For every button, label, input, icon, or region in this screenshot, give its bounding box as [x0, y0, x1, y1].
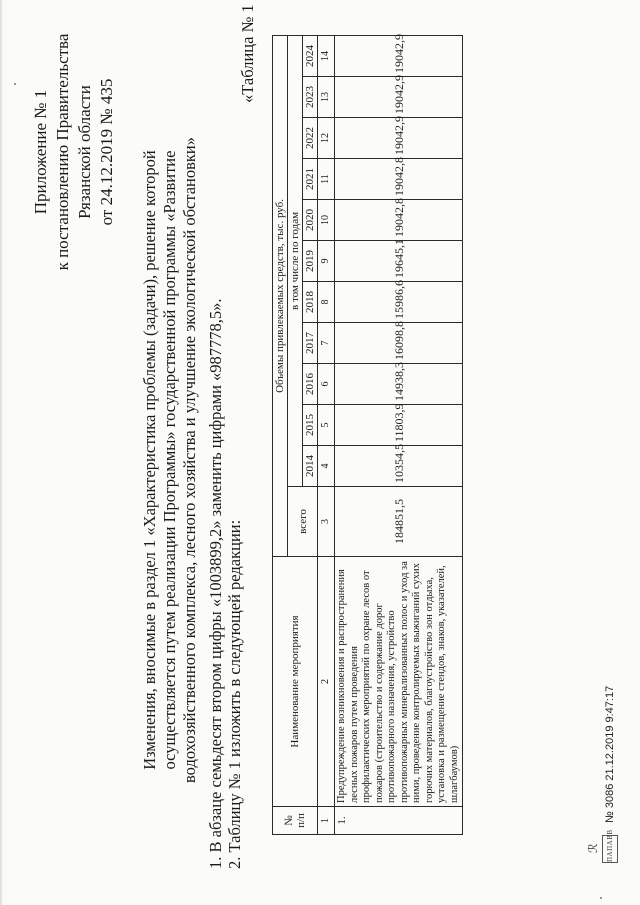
amendment-item: 2. Таблицу № 1 изложить в следующей редакции: — [225, 519, 244, 869]
index-cell: 4 — [318, 446, 335, 487]
year-cell: 2015 — [303, 405, 318, 446]
index-cell: 14 — [318, 35, 335, 76]
value-cell: 15986,6 — [335, 282, 463, 323]
value-cell: 19042,9 — [335, 118, 463, 159]
year-cell: 2016 — [303, 364, 318, 405]
scan-edge — [0, 0, 3, 905]
appendix-block — [30, 27, 118, 277]
scan-speck — [600, 897, 602, 899]
heading-line-prefix: водохозяйственного комплекса, — [180, 557, 199, 783]
amendment-item: 1. В абзаце семьдесят втором цифры «1003899,2» заменить цифрами «987778,5». — [206, 298, 225, 869]
value-cell: 19645,1 — [335, 241, 463, 282]
index-row — [318, 35, 335, 834]
index-cell: 8 — [318, 282, 335, 323]
year-cell: 2022 — [303, 118, 318, 159]
value-cell: 19042,8 — [335, 200, 463, 241]
header-name: Наименование мероприятия — [273, 557, 318, 807]
index-cell: 13 — [318, 77, 335, 118]
appendix-line: от 24.12.2019 № 435 — [97, 78, 116, 226]
index-cell: 11 — [318, 159, 335, 200]
year-cell: 2019 — [303, 241, 318, 282]
table-row — [335, 35, 463, 834]
header-no: № п/п — [273, 807, 318, 835]
index-cell: 5 — [318, 405, 335, 446]
row-description: Предупреждение возникновения и распространения лесных пожаров путем проведения профилактических мероприятий по охране лесов от пожаров (строительство и содержание дорог противопожарного назначения, устройство противопожарных минерализованных полос и уход за ними, проведение контролируемых выжиганий сухих горючих материалов, благоустройство зон отдыха, установка и размещение стендов, знаков, указателей, шлагбаумов) — [335, 557, 463, 807]
header-volumes: Объемы привлекаемых средств, тыс. руб. — [273, 35, 288, 556]
value-cell: 19042,9 — [335, 35, 463, 76]
year-cell: 2020 — [303, 200, 318, 241]
appendix-line: Приложение № 1 — [31, 89, 50, 215]
document-registration: № 3086 21.12.2019 9:47:17 — [604, 685, 616, 823]
handwritten-mark: ℛ — [586, 843, 600, 853]
row-number: 1. — [335, 807, 463, 835]
year-cell: 2023 — [303, 77, 318, 118]
value-cell: 16098,8 — [335, 323, 463, 364]
value-cell: 11803,9 — [335, 405, 463, 446]
year-cell: 2024 — [303, 35, 318, 76]
heading-line — [180, 135, 200, 785]
value-cell: 19042,8 — [335, 159, 463, 200]
header-total: всего — [288, 487, 318, 557]
index-cell: 3 — [318, 487, 335, 557]
index-cell: 10 — [318, 200, 335, 241]
index-cell: 7 — [318, 323, 335, 364]
value-cell: 14938,3 — [335, 364, 463, 405]
registration-stamp: ПАПАВВ — [602, 835, 618, 863]
scan-speck — [14, 83, 16, 85]
budget-table — [272, 35, 463, 835]
heading-line-rest: лесного хозяйства и улучшение экологической обстановки» — [180, 137, 199, 558]
index-cell: 9 — [318, 241, 335, 282]
year-cell: 2018 — [303, 282, 318, 323]
value-cell: 10354,5 — [335, 446, 463, 487]
table-label: «Таблица № 1 — [238, 4, 257, 103]
header-by-years: в том числе по годам — [288, 35, 303, 486]
index-cell: 1 — [318, 807, 335, 835]
header-row — [273, 35, 288, 834]
amendment-items — [206, 189, 244, 869]
index-cell: 12 — [318, 118, 335, 159]
row-total: 184851,5 — [335, 487, 463, 557]
year-cell: 2014 — [303, 446, 318, 487]
year-cell: 2017 — [303, 323, 318, 364]
appendix-line: Рязанской области — [75, 85, 94, 219]
appendix-line: к постановлению Правительства — [53, 33, 72, 271]
year-cell: 2021 — [303, 159, 318, 200]
index-cell: 6 — [318, 364, 335, 405]
index-cell: 2 — [318, 557, 335, 807]
heading-line: Изменения, вносимые в раздел 1 «Характеристика проблемы (задачи), решение которой — [140, 150, 159, 770]
value-cell: 19042,9 — [335, 77, 463, 118]
heading-line: осуществляется путем реализации Программы» государственной программы «Развитие — [160, 150, 179, 770]
document-heading — [140, 135, 200, 785]
